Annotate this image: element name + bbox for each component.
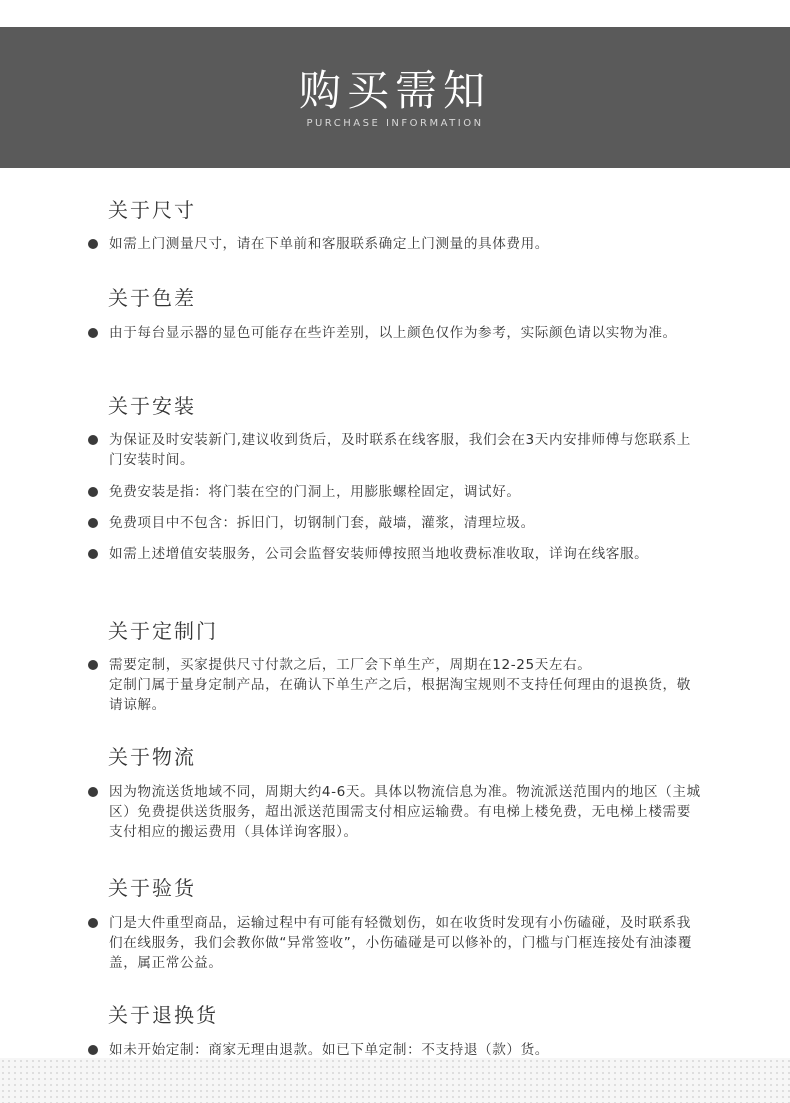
item-text: 因为物流送货地域不同，周期大约4-6天。具体以物流信息为准。物流派送范围内的地区（主城区）免费提供送货服务，超出派送范围需支付相应运输费。有电梯上楼免费，无电梯上楼需要支付相应的搬运费用（具体详询客服）。: [109, 784, 701, 840]
bullet-icon: [88, 239, 98, 249]
item-text: 需要定制，买家提供尺寸付款之后，工厂会下单生产，周期在12-25天左右。 定制门属于量身定制产品，在确认下单生产之后，根据淘宝规则不支持任何理由的退换货，敬请谅解。: [109, 657, 691, 713]
bullet-icon: [88, 660, 98, 670]
item-text: 免费项目中不包含：拆旧门，切钢制门套，敲墙，灌浆，清理垃圾。: [109, 515, 535, 531]
bullet-icon: [88, 328, 98, 338]
section-title: 关于色差: [108, 286, 196, 310]
item-text: 免费安装是指：将门装在空的门洞上，用膨胀螺栓固定，调试好。: [109, 484, 521, 500]
section-title: 关于验货: [108, 876, 196, 900]
section-title: 关于安装: [108, 394, 196, 418]
bullet-icon: [88, 435, 98, 445]
bullet-icon: [88, 487, 98, 497]
page-subtitle: PURCHASE INFORMATION: [306, 118, 484, 129]
item-text: 门是大件重型商品，运输过程中有可能有轻微划伤，如在收货时发现有小伤磕碰，及时联系我们在线服务，我们会教你做“异常签收”，小伤磕碰是可以修补的，门槛与门框连接处有油漆覆盖，属正常公益。: [109, 915, 693, 971]
item-text: 为保证及时安装新门,建议收到货后，及时联系在线客服，我们会在3天内安排师傅与您联系上门安装时间。: [109, 432, 691, 468]
item-text: 如需上门测量尺寸，请在下单前和客服联系确定上门测量的具体费用。: [109, 236, 550, 252]
bullet-icon: [88, 518, 98, 528]
header-banner: [0, 27, 790, 168]
item-text: 如需上述增值安装服务，公司会监督安装师傅按照当地收费标准收取，详询在线客服。: [109, 546, 649, 562]
section-title: 关于尺寸: [108, 198, 196, 222]
bullet-icon: [88, 1045, 98, 1055]
section-title: 关于退换货: [108, 1003, 218, 1027]
bullet-icon: [88, 549, 98, 559]
section-title: 关于定制门: [108, 619, 218, 643]
section-title: 关于物流: [108, 745, 196, 769]
bullet-icon: [88, 918, 98, 928]
item-text: 如未开始定制：商家无理由退款。如已下单定制：不支持退（款）货。: [109, 1042, 550, 1058]
dotted-footer-pattern: [0, 1058, 790, 1103]
bullet-icon: [88, 787, 98, 797]
item-text: 由于每台显示器的显色可能存在些许差别，以上颜色仅作为参考，实际颜色请以实物为准。: [109, 325, 677, 341]
page-title: 购买需知: [298, 66, 491, 115]
